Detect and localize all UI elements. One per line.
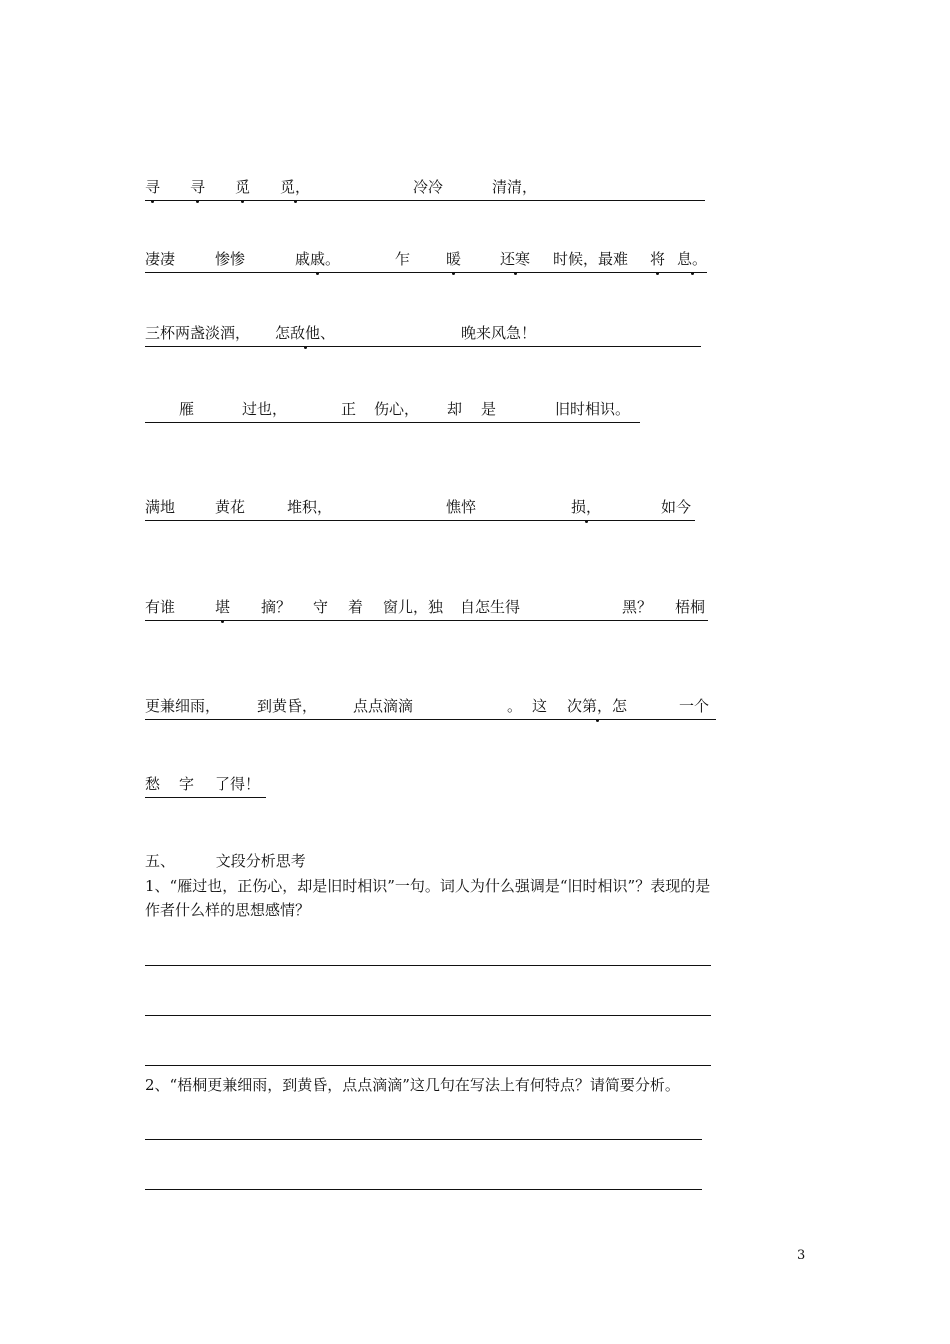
poem-text: 堪 [215, 598, 231, 616]
poem-text: 次第，怎 [567, 697, 628, 715]
poem-line-5 [145, 496, 695, 521]
poem-text: 还寒 [500, 250, 531, 268]
poem-text: 摘？ [261, 598, 292, 616]
question-2: 2、“梧桐更兼细雨，到黄昏，点点滴滴”这几句在写法上有何特点？请简要分析。 [145, 1076, 680, 1094]
poem-line-2 [145, 248, 707, 273]
poem-text: 正 [341, 400, 357, 418]
poem-text: 却 [447, 400, 463, 418]
poem-text: 寻 [190, 178, 206, 196]
poem-line-1 [145, 176, 705, 201]
poem-text: 清清， [492, 178, 538, 196]
poem-text: 息。 [677, 250, 708, 268]
poem-text: 这 [532, 697, 548, 715]
poem-text: 到黄昏， [257, 697, 318, 715]
poem-text: 一个 [679, 697, 710, 715]
question-1-line-2: 作者什么样的思想感情？ [145, 901, 311, 919]
poem-text: 觅 [235, 178, 251, 196]
poem-text: 损， [571, 498, 602, 516]
poem-text: 时候，最难 [553, 250, 629, 268]
poem-text: 乍 [395, 250, 411, 268]
poem-line-6 [145, 596, 708, 621]
poem-text: 了得！ [215, 775, 261, 793]
poem-text: 黑？ [622, 598, 653, 616]
section-heading [145, 849, 306, 873]
poem-text: 旧时相识。 [555, 400, 631, 418]
poem-text: 堆积， [287, 498, 333, 516]
page-number: 3 [797, 1248, 806, 1263]
poem-text: 愁 [145, 775, 161, 793]
poem-text: 惨惨 [215, 250, 246, 268]
poem-text: 守 [313, 598, 329, 616]
poem-text: 点点滴滴 [353, 697, 414, 715]
poem-text: 是 [481, 400, 497, 418]
poem-text: 黄花 [215, 498, 246, 516]
poem-text: 过也， [242, 400, 288, 418]
poem-line-3 [145, 322, 701, 347]
poem-text: 冷冷 [413, 178, 444, 196]
poem-text: 更兼细雨， [145, 697, 221, 715]
poem-text: 窗儿，独 [383, 598, 444, 616]
poem-text: 寻 [145, 178, 161, 196]
answer-line[interactable] [145, 1139, 702, 1140]
poem-text: 憔悴 [446, 498, 477, 516]
poem-text: 自怎生得 [460, 598, 521, 616]
poem-text: 怎敌他、 [275, 324, 336, 342]
poem-text: 晚来风急！ [461, 324, 537, 342]
answer-line[interactable] [145, 1015, 711, 1016]
question-1-line-1: 1、“雁过也，正伤心，却是旧时相识”一句。词人为什么强调是“旧时相识”？表现的是 [145, 877, 711, 895]
answer-line[interactable] [145, 1065, 711, 1066]
poem-line-4 [145, 398, 640, 423]
poem-text: 凄凄 [145, 250, 176, 268]
section-title: 文段分析思考 [215, 852, 306, 870]
poem-text: 字 [179, 775, 195, 793]
answer-line[interactable] [145, 965, 711, 966]
answer-line[interactable] [145, 1189, 702, 1190]
poem-text: 将 [650, 250, 666, 268]
poem-text: 满地 [145, 498, 176, 516]
poem-text: 。 [507, 697, 523, 715]
poem-text: 觅， [280, 178, 311, 196]
poem-text: 暖 [446, 250, 462, 268]
poem-line-7 [145, 695, 716, 720]
poem-line-8 [145, 773, 266, 798]
poem-text: 戚戚。 [295, 250, 341, 268]
poem-text: 着 [348, 598, 364, 616]
poem-text: 伤心， [374, 400, 420, 418]
poem-text: 梧桐 [675, 598, 706, 616]
poem-text: 如今 [661, 498, 692, 516]
poem-text: 雁 [179, 400, 195, 418]
poem-text: 有谁 [145, 598, 176, 616]
section-number: 五、 [145, 852, 176, 870]
poem-text: 三杯两盏淡酒， [145, 324, 251, 342]
